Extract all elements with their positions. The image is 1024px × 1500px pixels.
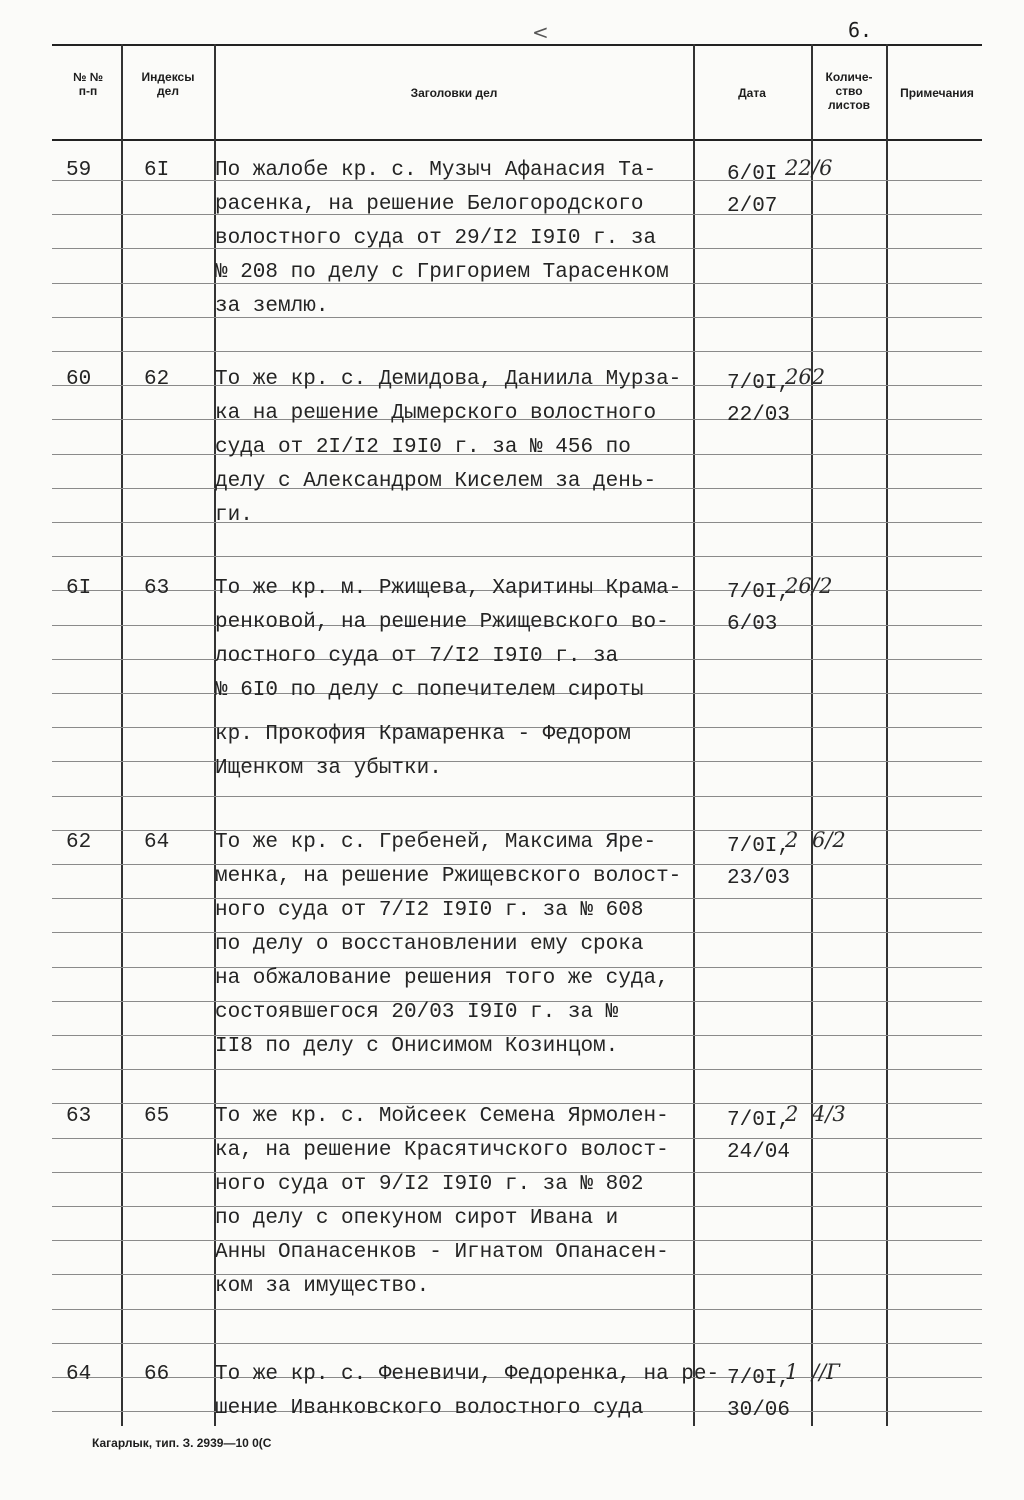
entry-title-line: ренковой, на решение Ржищевского во- <box>215 611 669 634</box>
header-index: Индексы дел <box>141 70 195 98</box>
entry-title-line: волостного суда от 29/I2 I9I0 г. за <box>215 227 657 250</box>
entry-title-line: лостного суда от 7/I2 I9I0 г. за <box>215 645 619 668</box>
entry-number: 59 <box>66 159 92 182</box>
entry-number: 60 <box>66 368 92 391</box>
entry-title-line: То же кр. с. Демидова, Даниила Мурза- <box>215 368 682 391</box>
entry-title-line: за землю. <box>215 295 329 318</box>
entry-title-line: суда от 2I/I2 I9I0 г. за № 456 по <box>215 436 631 459</box>
header-bottom-border <box>52 139 982 141</box>
entry-index: 66 <box>144 1363 170 1386</box>
entry-title-line: То же кр. с. Гребеней, Максима Яре- <box>215 831 657 854</box>
entry-title-line: по делу о восстановлении ему срока <box>215 933 644 956</box>
entry-sheets-handwritten: 1 <box>785 1360 799 1384</box>
entry-title-line: № 208 по делу с Григорием Тарасенком <box>215 261 669 284</box>
col-divider-date <box>811 44 813 1426</box>
entry-sheets-handwritten: 2 <box>785 828 799 852</box>
header-date: Дата <box>738 86 766 100</box>
entry-title-line: менка, на решение Ржищевского волост- <box>215 865 682 888</box>
entry-number: 63 <box>66 1105 92 1128</box>
entry-date-start: 7/0I, <box>727 835 791 858</box>
entry-title-line: То же кр. с. Феневичи, Федоренка, на ре- <box>215 1363 720 1386</box>
entry-date-start: 6/0I <box>727 163 778 186</box>
entry-index: 6I <box>144 159 170 182</box>
entry-title-line: шение Иванковского волостного суда <box>215 1397 644 1420</box>
ruled-line <box>52 317 982 318</box>
entry-date-start: 7/0I, <box>727 1367 791 1390</box>
entry-date-end: 22/03 <box>727 404 791 427</box>
entry-title-line: № 6I0 по делу с попечителем сироты <box>215 679 644 702</box>
ruled-line <box>52 556 982 557</box>
entry-title-line: ги. <box>215 504 253 527</box>
entry-index: 63 <box>144 577 170 600</box>
col-divider-num <box>121 44 123 1426</box>
header-count: Количе- ство листов <box>825 70 873 112</box>
entry-title-line: кр. Прокофия Крамаренка - Федором <box>215 723 631 746</box>
entry-index: 65 <box>144 1105 170 1128</box>
ruled-line <box>52 1343 982 1344</box>
entry-date-end: 23/03 <box>727 867 791 890</box>
entry-title-line: на обжалование решения того же суда, <box>215 967 669 990</box>
ruled-line <box>52 1069 982 1070</box>
col-divider-title <box>693 44 695 1426</box>
entry-date-end: 24/04 <box>727 1141 791 1164</box>
header-title: Заголовки дел <box>410 86 498 100</box>
entry-title-line: То же кр. м. Ржищева, Харитины Крама- <box>215 577 682 600</box>
top-mark: < <box>532 20 549 44</box>
entry-index: 62 <box>144 368 170 391</box>
entry-number: 6I <box>66 577 92 600</box>
col-divider-count <box>886 44 888 1426</box>
entry-title-line: Ищенком за убытки. <box>215 757 442 780</box>
entry-title-line: ком за имущество. <box>215 1275 430 1298</box>
entry-title-line: По жалобе кр. с. Музыч Афанасия Та- <box>215 159 657 182</box>
entry-title-line: То же кр. с. Мойсеек Семена Ярмолен- <box>215 1105 669 1128</box>
entry-title-line: ка на решение Дымерского волостного <box>215 402 657 425</box>
ruled-line <box>52 1309 982 1310</box>
entry-title-line: по делу с опекуном сирот Ивана и <box>215 1207 619 1230</box>
entry-number: 62 <box>66 831 92 854</box>
entry-number: 64 <box>66 1363 92 1386</box>
entry-sheet-count: 4/3 <box>812 1102 846 1126</box>
entry-date-start: 7/0I, <box>727 372 791 395</box>
header-notes: Примечания <box>900 86 974 100</box>
entry-index: 64 <box>144 831 170 854</box>
entry-title-line: ка, на решение Красятичского волост- <box>215 1139 669 1162</box>
entry-date-end: 30/06 <box>727 1399 791 1422</box>
entry-title-line: состоявшегося 20/03 I9I0 г. за № <box>215 1001 619 1024</box>
entry-date-start: 7/0I, <box>727 1109 791 1132</box>
entry-title-line: Анны Опанасенков - Игнатом Опанасен- <box>215 1241 669 1264</box>
entry-title-line: ного суда от 9/I2 I9I0 г. за № 802 <box>215 1173 644 1196</box>
header-num: № № п-п <box>72 70 104 98</box>
entry-sheets-handwritten: 262 <box>785 365 826 389</box>
entry-sheet-count: 6/2 <box>812 828 846 852</box>
entry-sheet-count: /2 <box>812 574 833 598</box>
ruled-line <box>52 796 982 797</box>
entry-sheet-count: //Г <box>812 1360 841 1384</box>
table-top-border <box>52 44 982 46</box>
ruled-line <box>52 1274 982 1275</box>
entry-title-line: II8 по делу с Онисимом Козинцом. <box>215 1035 619 1058</box>
entry-date-end: 6/03 <box>727 613 778 636</box>
entry-sheet-count: /6 <box>812 156 833 180</box>
entry-title-line: расенка, на решение Белогородского <box>215 193 644 216</box>
ruled-line <box>52 351 982 352</box>
entry-sheets-handwritten: 26 <box>785 574 812 598</box>
ruled-line <box>52 522 982 523</box>
entry-title-line: делу с Александром Киселем за день- <box>215 470 657 493</box>
entry-sheets-handwritten: 2 <box>785 1102 799 1126</box>
entry-sheets-handwritten: 22 <box>785 156 812 180</box>
entry-date-start: 7/0I, <box>727 581 791 604</box>
entry-title-line: ного суда от 7/I2 I9I0 г. за № 608 <box>215 899 644 922</box>
page-number: 6. <box>848 18 873 42</box>
ruled-line <box>52 761 982 762</box>
entry-date-end: 2/07 <box>727 195 778 218</box>
printer-footer: Кагарлык, тип. З. 2939—10 0(С <box>92 1436 272 1450</box>
